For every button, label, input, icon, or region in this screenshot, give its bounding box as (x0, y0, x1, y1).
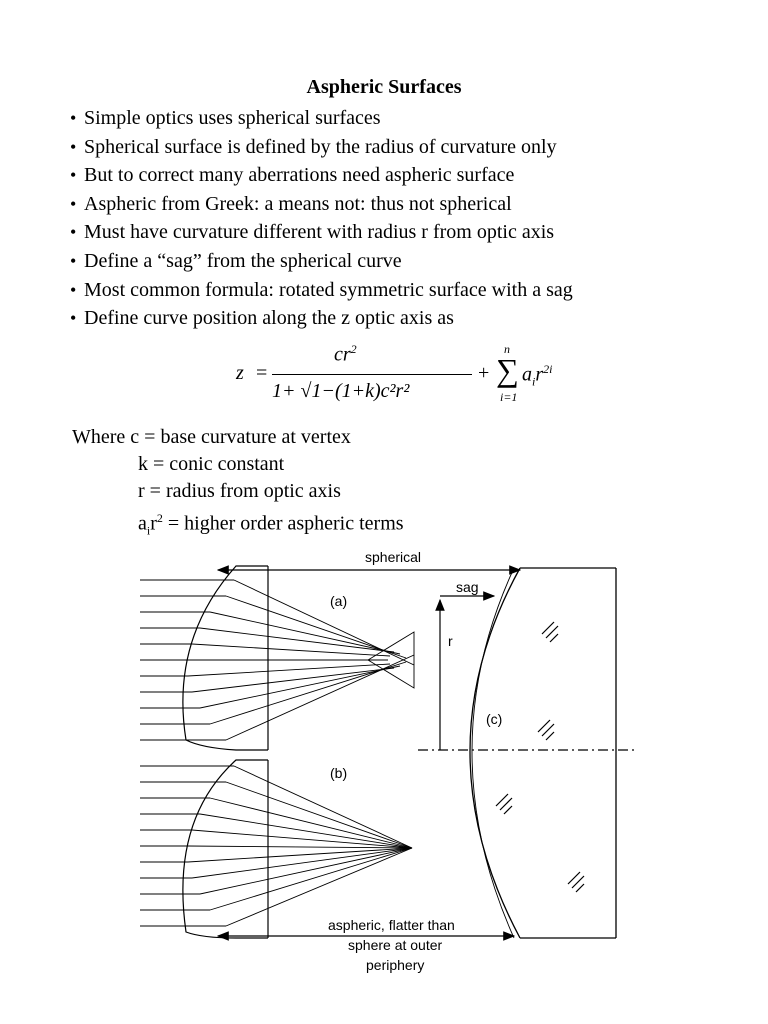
definition-k: k = conic constant (138, 453, 285, 475)
definition-r: r = radius from optic axis (138, 480, 341, 502)
rays-a (140, 580, 414, 740)
sum-term (522, 362, 552, 390)
definition-c: Where c = base curvature at vertex (72, 426, 351, 448)
term-sub: i (532, 374, 536, 389)
bullet-text: Define curve position along the z optic axis as (84, 307, 454, 330)
lens-b (140, 760, 412, 938)
bullet-symbol: • (70, 279, 77, 300)
sum-upper-limit: n (504, 342, 510, 356)
caption-line-1: aspheric, flatter than (328, 917, 455, 933)
label-spherical: spherical (365, 549, 422, 565)
caption-line-3: periphery (366, 957, 425, 973)
list-item (70, 190, 573, 219)
sum-lower-limit: i=1 (500, 390, 518, 404)
bullet-text: Simple optics uses spherical surfaces (84, 107, 381, 129)
formula-plus: + (478, 362, 490, 384)
list-item (70, 247, 573, 276)
rays-b (140, 766, 412, 926)
bullet-symbol: • (70, 250, 77, 271)
label-c: (c) (486, 711, 503, 727)
page-title: Aspheric Surfaces (306, 76, 462, 98)
a-sub: i (146, 523, 151, 538)
list-item (70, 161, 573, 190)
bullet-symbol: • (70, 136, 77, 157)
label-a: (a) (330, 593, 348, 609)
numerator-base: cr (334, 343, 351, 366)
bullet-symbol: • (70, 193, 77, 214)
list-item (70, 133, 573, 162)
bullet-text: Must have curvature different with radius r from optic axis (84, 221, 555, 244)
bullet-list (70, 104, 573, 333)
bullet-text: Most common formula: rotated symmetric surface with a sag (84, 278, 573, 301)
formula-lhs: z (236, 362, 244, 384)
lens-c (418, 568, 634, 938)
list-item (70, 218, 573, 247)
a-base: a (138, 512, 147, 535)
caption-line-2: sphere at outer (348, 937, 443, 953)
sum-symbol: ∑ (496, 352, 519, 388)
list-item (70, 304, 573, 333)
aspheric-lens-figure (130, 540, 640, 980)
definition-a (72, 505, 404, 545)
term-exp: 2i (543, 362, 553, 376)
term-r: r (535, 363, 544, 386)
lens-a (140, 566, 414, 750)
list-item (70, 276, 573, 305)
numerator-exp: 2 (350, 342, 357, 356)
formula-denominator: 1+ √1−(1+k)c²r² (272, 380, 410, 402)
bullet-symbol: • (70, 108, 77, 128)
a-exp: 2 (156, 511, 163, 525)
fraction-bar (272, 374, 472, 375)
definitions (72, 424, 404, 545)
label-r: r (448, 633, 453, 649)
bullet-text: Spherical surface is defined by the radius of curvature only (84, 135, 557, 158)
formula-equals: = (256, 362, 268, 384)
label-b: (b) (330, 765, 348, 781)
label-sag: sag (456, 579, 479, 595)
list-item (70, 104, 573, 133)
bullet-symbol: • (70, 222, 77, 243)
glass-hatch-marks (496, 622, 584, 892)
formula-numerator (334, 342, 357, 367)
bullet-text: But to correct many aberrations need aspheric surface (84, 164, 515, 187)
bullet-text: Aspheric from Greek: a means not: thus not spherical (84, 192, 512, 215)
a-rest: = higher order aspheric terms (162, 512, 404, 535)
bullet-symbol: • (70, 165, 77, 186)
bullet-text: Define a “sag” from the spherical curve (84, 249, 402, 272)
asphere-formula (236, 340, 553, 410)
a-r: r (150, 512, 157, 535)
bullet-symbol: • (70, 308, 77, 329)
term-base: a (522, 363, 532, 386)
